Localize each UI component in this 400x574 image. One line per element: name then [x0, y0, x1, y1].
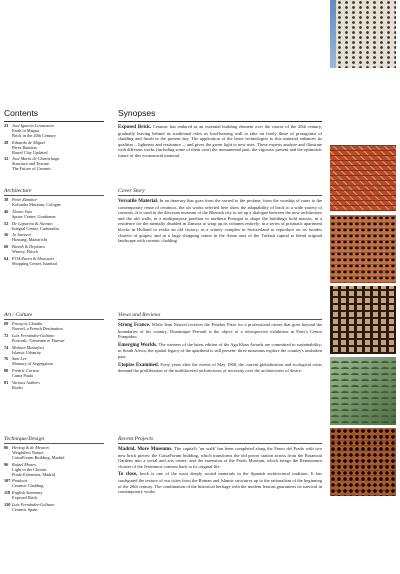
toc-text: [12, 210, 104, 220]
toc-page-number: 56: [4, 232, 9, 238]
thumb-perforated-brick: [330, 215, 396, 283]
toc-title: Weightless Nature: [12, 449, 44, 455]
toc-sections: [4, 186, 104, 574]
toc-title: Memory of Segregation: [12, 361, 54, 367]
toc-title: Ceramic Spain: [12, 506, 38, 512]
synopsis-section-heading: Views and Reviews: [118, 310, 322, 320]
toc-entry: [4, 357, 104, 367]
toc-author: Various Authors: [12, 380, 40, 386]
toc-title: Cuma Paula: [12, 373, 33, 379]
toc-entry: [4, 151, 104, 156]
top-synopsis-text: Ceramic has endured as an essential building element over the course of the 20th century, gradually leaving behind its traditional roles as load-bearing wall to take on freely those of protagonist of cladding and finish in the present day. The application of the latest technologies to this material enhances its qualities – lightness and resistance –, and gives the green light to new uses. These experts analyze and illustrate with different works (including some of them own) the monumental past, the vigorous present and the optimistic future of this economical material.: [118, 124, 323, 158]
toc-author: Jo Janssen: [12, 232, 31, 238]
toc-entry: [4, 479, 104, 489]
toc-text: [12, 369, 104, 379]
toc-section: [4, 310, 104, 434]
perforated-wall: [336, 0, 396, 68]
toc-text: [12, 233, 104, 243]
toc-title: Brick in the 20th Century: [12, 132, 56, 138]
toc-page-number: 72: [4, 332, 9, 338]
toc-page-number: [4, 473, 12, 478]
toc-author: José Ignacio Linazasoro: [12, 123, 55, 128]
toc-entry: [4, 473, 104, 478]
toc-section-heading: Architecture: [4, 186, 104, 196]
toc-text: [12, 456, 104, 461]
toc-entry: [4, 334, 104, 344]
top-synopsis-paragraph: [118, 124, 322, 159]
toc-title: Earth in Magna: [12, 127, 39, 133]
thumb-white-wall: [330, 0, 396, 68]
toc-entry: [4, 381, 104, 391]
toc-page-number: 23: [4, 123, 9, 128]
toc-entry: [4, 257, 104, 267]
toc-author: Sam Lee: [12, 356, 27, 362]
toc-top: [4, 124, 104, 186]
toc-text: [12, 322, 104, 332]
toc-author: Peter Zumthor: [12, 197, 38, 202]
toc-title: Books: [12, 384, 23, 390]
toc-entry: [4, 167, 104, 172]
toc-section: [4, 434, 104, 574]
synopses-heading: Synopses: [118, 108, 322, 122]
synopsis-section-heading: Cover Story: [118, 186, 322, 196]
synopsis-sections: [118, 186, 322, 574]
synopsis-lead: Strong France.: [118, 323, 151, 328]
synopsis-text: brick is one of the most deeply rooted materials in the Spanish architectural tradition. It has configured the texture of our cities from the Roman and Islamic structures up to the rationalism of the beginning of the 20th century. The combination of the historical heritage with the modern lessons guarantees its survival in contemporary works.: [118, 471, 322, 495]
toc-title: Barrel Clay Updated: [12, 149, 48, 155]
toc-text: [12, 198, 104, 208]
thumb-grid-facade: [330, 286, 396, 354]
toc-text: [12, 473, 104, 478]
toc-title: Structure and Texture: [12, 161, 50, 167]
toc-page-number: [4, 456, 12, 461]
toc-text: [12, 357, 104, 367]
toc-entry: [4, 491, 104, 501]
toc-entry: [4, 456, 104, 461]
toc-page-number: 107: [4, 478, 11, 484]
toc-page-number: [4, 134, 12, 139]
toc-section: [4, 186, 104, 310]
toc-text: [12, 491, 104, 501]
toc-entry: [4, 198, 104, 208]
toc-entry: [4, 233, 104, 243]
toc-author: Eduardo de Miguel: [12, 139, 46, 145]
synopsis-section-heading: Recent Projects: [118, 434, 322, 444]
synopses-column: [118, 108, 322, 574]
toc-entry: [4, 210, 104, 220]
synopsis-text: The winners of the latest edition of the Aga Khan Awards are committed to sustainability; in South Africa, the spatial legacy of the apartheid is still present: three museums explore the country's unshaken past.: [118, 341, 323, 359]
toc-page-number: 96: [4, 461, 9, 467]
toc-page-number: 60: [4, 244, 9, 250]
toc-page-number: [4, 151, 12, 156]
toc-title: Ceramic Cladding: [12, 483, 44, 489]
synopsis-paragraph: [118, 471, 322, 494]
synopsis-paragraph: [118, 342, 322, 360]
toc-title: Portrush, 'Gemeinte et Finesse': [12, 337, 66, 343]
toc-author: Luis Fernández-Galiano: [12, 332, 55, 338]
toc-entry: [4, 134, 104, 139]
toc-text: [12, 479, 104, 489]
synopsis-text: Forty years after the events of May 1968, the current globalization and ecological crisis demand the proliferation of the multifaceted architectures of necessity over the architectures of desire.: [118, 361, 323, 374]
toc-title: Kolumba Museum, Cologne: [12, 201, 61, 207]
toc-text: [12, 503, 104, 513]
toc-title: Sports Center, Gondomar: [12, 213, 56, 219]
toc-entry: [4, 346, 104, 356]
toc-page-number: 64: [4, 256, 9, 262]
toc-author: Products: [12, 478, 28, 484]
toc-title: Winery, Fläsch: [12, 249, 38, 255]
synopsis-section: [118, 434, 322, 574]
top-synopsis-lead: Exposed Brick.: [118, 125, 152, 130]
toc-text: [12, 346, 104, 356]
toc-title: Light to the Cloister: [12, 466, 47, 472]
toc-page-number: 76: [4, 356, 9, 362]
toc-author: José María de Churtichaga: [12, 156, 60, 162]
toc-page-number: 32: [4, 156, 9, 162]
toc-author: Bearth & Deplazes: [12, 244, 45, 250]
synopsis-section: [118, 310, 322, 434]
thumb-brick-lattice: [330, 145, 396, 211]
synopsis-text: While Jean Nouvel receives the Pritzker Prize for a professional career that goes beyond the boundaries of his country, Dominique Perrault is the object of a retrospective exhibition in Paris's Centre Pompidou.: [118, 322, 322, 340]
synopsis-paragraph: [118, 322, 322, 340]
contents-heading: Contents: [4, 108, 104, 122]
toc-page-number: 52: [4, 220, 9, 226]
toc-entry: [4, 222, 104, 232]
toc-text: [12, 381, 104, 391]
toc-text: [12, 134, 104, 139]
synopsis-section: [118, 186, 322, 310]
synopsis-lead: Emerging Worlds.: [118, 342, 158, 348]
synopsis-text: In an itinerary that goes from the sacred to the profane, from the worship of ruins to the contemporary reuse of ceramics, the six works selected here show the adaptability of brick to a wide variety of contexts. It is used in the diocesan museum of the Rhenish city to set up a dialogue between the new architecture and the old walls, in a multipurpose pavilion in northern Portugal to shape the building's bold masses, in a residence for the mentally disabled in Zamora to wrap up its volumes entirely; in a series of prismatic apartment blocks in Holland to evoke an old factory; in a winery complex in Switzerland to reproduce on its facades clusters of grapes; and in a large shopping center in the Asian area of the Turkish capital to blend original landscape with ceramic cladding.: [118, 198, 323, 244]
toc-author: Fredric Cortese: [12, 368, 40, 374]
toc-page-number: [4, 167, 12, 172]
toc-title: Nouvel, a French Destination: [12, 325, 63, 331]
toc-page-number: 38: [4, 197, 9, 202]
toc-author: Herzog & de Meuron: [12, 445, 49, 450]
toc-page-number: 86: [4, 445, 9, 450]
toc-title: Exposed Brick: [12, 495, 38, 501]
toc-entry: [4, 369, 104, 379]
toc-text: [12, 245, 104, 255]
toc-text: [12, 167, 104, 172]
toc-page-number: 120: [4, 502, 11, 508]
synopsis-text: The capital's 'art walk' has been completed along the Paseo del Prado with two new brick pieces: the CaixaForum building, which transforms the old power station across from the Botanical Gardens into a social and arts center; and the extension of the Prado Museum, which brings the Renaissance cloister of the Jerónimos convent back to its original life.: [118, 446, 323, 469]
toc-author: Mohsen Mostafavi: [12, 344, 44, 350]
toc-title: Integral Center, Carboneles: [12, 225, 60, 231]
toc-author: De Lapuerta & Asensio: [12, 220, 53, 226]
synopsis-paragraph: [118, 198, 322, 244]
toc-page-number: 80: [4, 368, 9, 374]
toc-page-number: 118: [4, 490, 11, 496]
toc-page-number: 46: [4, 208, 9, 214]
toc-entry: [4, 322, 104, 332]
thumb-circle-perforation: [330, 428, 396, 496]
toc-title: Shopping Center, Istanbul: [12, 260, 57, 266]
synopsis-lead: To close,: [118, 472, 138, 478]
synopsis-lead: Madrid, More Museums.: [118, 447, 173, 452]
toc-author: Luis Fernández-Galiano: [12, 502, 55, 508]
toc-page-number: 74: [4, 344, 9, 350]
toc-title: Pérez Bautista: [12, 144, 37, 150]
toc-page-number: 69: [4, 321, 9, 326]
toc-section-heading: Art / Culture: [4, 310, 104, 320]
toc-author: English Summary: [12, 490, 43, 496]
toc-text: [12, 151, 104, 156]
toc-title: The Future of Ceramic: [12, 166, 52, 172]
synopsis-paragraph: [118, 446, 322, 469]
thumb-green-brick: [330, 357, 396, 425]
synopsis-lead: Utopias Examined.: [118, 362, 159, 368]
toc-title: Housing, Maastricht: [12, 237, 48, 243]
toc-text: [12, 257, 104, 267]
toc-page-number: 28: [4, 139, 9, 145]
top-synopsis: [118, 124, 322, 186]
toc-title: CaixaForum Building, Madrid: [12, 454, 65, 460]
toc-author: Álvaro Siza: [12, 208, 32, 214]
toc-page-number: 81: [4, 380, 9, 386]
toc-section-heading: Technique/Design: [4, 434, 104, 444]
toc-entry: [4, 503, 104, 513]
toc-text: [12, 222, 104, 232]
synopsis-lead: Versatile Material.: [118, 199, 159, 204]
toc-author: François Claudin: [12, 321, 43, 326]
synopsis-paragraph: [118, 362, 322, 374]
toc-author: FOA/Zaera & Moussavi: [12, 256, 54, 262]
toc-title: Islamic Urbanity: [12, 349, 41, 355]
contents-column: [4, 108, 104, 574]
toc-author: Rafael Moneo: [12, 461, 37, 467]
toc-title: Prado Extension, Madrid: [12, 471, 56, 477]
toc-text: [12, 334, 104, 344]
toc-entry: [4, 245, 104, 255]
